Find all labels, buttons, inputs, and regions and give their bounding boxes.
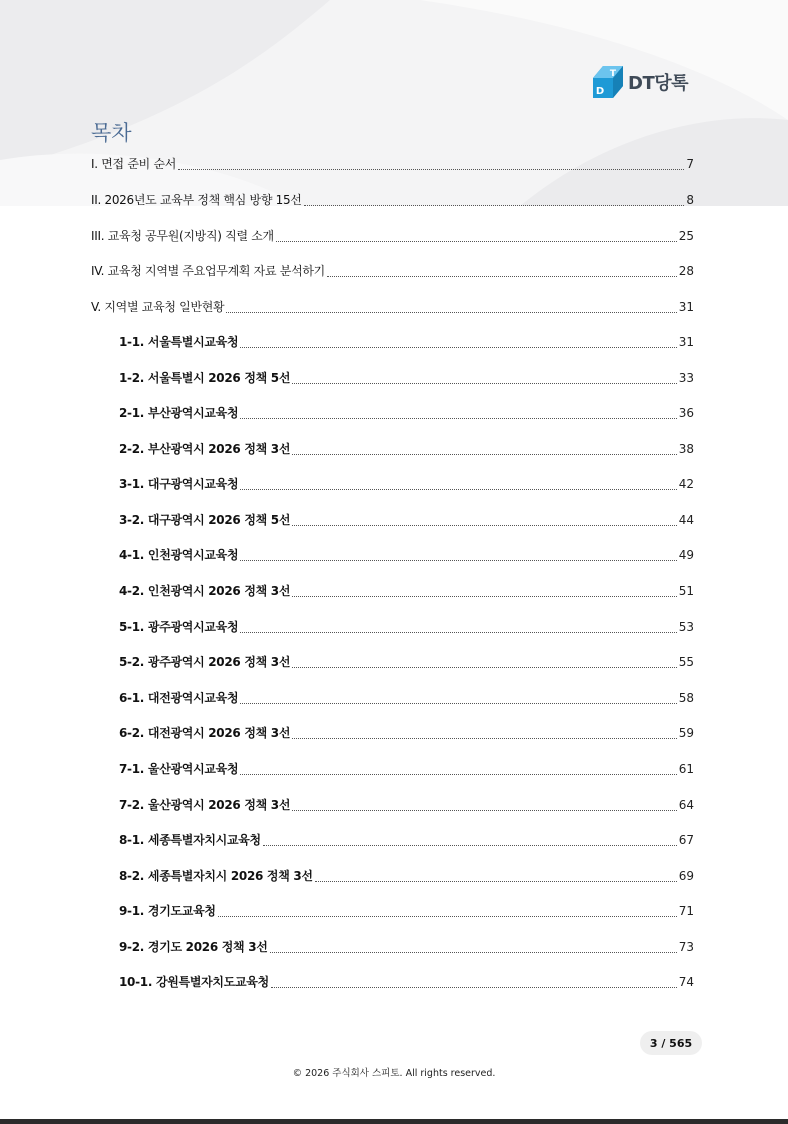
dot-leader: [292, 596, 677, 597]
toc-subentry[interactable]: [119, 475, 694, 493]
toc-subentry[interactable]: [119, 653, 694, 671]
logo-text: DT당톡: [628, 73, 688, 94]
toc-entry-page: 28: [678, 264, 694, 278]
dot-leader: [276, 241, 677, 242]
toc-entry-page: 8: [686, 193, 694, 207]
toc-subentry-label: 4-2. 인천광역시 2026 정책 3선: [119, 584, 291, 598]
logo-letter-d: D: [595, 86, 605, 97]
toc-subentry-page: 64: [678, 798, 694, 812]
toc-entry-label: III. 교육청 공무원(지방직) 직렬 소개: [91, 229, 274, 243]
toc-subentry-label: 9-2. 경기도 2026 정책 3선: [119, 940, 268, 954]
toc-subentry-page: 59: [678, 726, 694, 740]
toc-subentry-label: 4-1. 인천광역시교육청: [119, 548, 239, 562]
toc-subentry-label: 2-2. 부산광역시 2026 정책 3선: [119, 442, 291, 456]
toc-subentry-label: 1-2. 서울특별시 2026 정책 5선: [119, 371, 291, 385]
dot-leader: [240, 560, 676, 561]
toc-subentry-label: 2-1. 부산광역시교육청: [119, 406, 239, 420]
toc-subentry[interactable]: [119, 333, 694, 351]
toc-title: 목차: [91, 121, 132, 145]
page-indicator: 3 / 565: [640, 1031, 702, 1055]
toc-entry[interactable]: [91, 298, 694, 316]
toc-subentry-page: 44: [678, 513, 694, 527]
toc-subentry[interactable]: [119, 440, 694, 458]
toc-subentry-page: 38: [678, 442, 694, 456]
toc-subentry-page: 33: [678, 371, 694, 385]
toc-subentry-label: 6-2. 대전광역시 2026 정책 3선: [119, 726, 291, 740]
toc-subentry[interactable]: [119, 511, 694, 529]
toc-subentry[interactable]: [119, 404, 694, 422]
dot-leader: [178, 169, 684, 170]
toc-entry-label: II. 2026년도 교육부 정책 핵심 방향 15선: [91, 193, 302, 207]
toc-entry-label: V. 지역별 교육청 일반현황: [91, 300, 225, 314]
toc-subentry-label: 9-1. 경기도교육청: [119, 904, 216, 918]
toc-entry[interactable]: [91, 191, 694, 209]
toc-subentry-page: 51: [678, 584, 694, 598]
toc-subentry[interactable]: [119, 689, 694, 707]
toc-entry-page: 31: [678, 300, 694, 314]
dot-leader: [218, 916, 677, 917]
dot-leader: [271, 987, 677, 988]
dot-leader: [327, 276, 677, 277]
toc-subentry-label: 10-1. 강원특별자치도교육청: [119, 975, 269, 989]
toc-subentry-page: 55: [678, 655, 694, 669]
toc-subentry[interactable]: [119, 902, 694, 920]
toc-entry-page: 7: [686, 157, 694, 171]
toc-subentry-page: 31: [678, 335, 694, 349]
toc-subentry-label: 7-2. 울산광역시 2026 정책 3선: [119, 798, 291, 812]
dot-leader: [292, 667, 677, 668]
toc-entry-label: I. 면접 준비 순서: [91, 157, 177, 171]
toc-entry[interactable]: [91, 227, 694, 245]
toc-subentry-page: 53: [678, 620, 694, 634]
copyright-notice: © 2026 주식회사 스피토. All rights reserved.: [292, 1068, 496, 1079]
toc-subentry[interactable]: [119, 582, 694, 600]
dot-leader: [240, 489, 676, 490]
toc-subentry-page: 36: [678, 406, 694, 420]
dot-leader: [226, 312, 676, 313]
toc-subentry[interactable]: [119, 618, 694, 636]
toc-subentry-label: 5-2. 광주광역시 2026 정책 3선: [119, 655, 291, 669]
logo-letter-t: T: [609, 69, 617, 79]
bottom-rule: [0, 1119, 788, 1124]
toc-subentry-page: 69: [678, 869, 694, 883]
dot-leader: [292, 738, 677, 739]
dot-leader: [240, 774, 676, 775]
toc-entry-page: 25: [678, 229, 694, 243]
toc-subentry-page: 67: [678, 833, 694, 847]
toc-subentry-page: 49: [678, 548, 694, 562]
dot-leader: [292, 525, 677, 526]
toc-subentry-label: 3-2. 대구광역시 2026 정책 5선: [119, 513, 291, 527]
toc-subentry-label: 1-1. 서울특별시교육청: [119, 335, 239, 349]
dot-leader: [270, 952, 677, 953]
toc-entry[interactable]: [91, 155, 694, 173]
toc-subentry[interactable]: [119, 938, 694, 956]
toc-subentry-page: 74: [678, 975, 694, 989]
toc-subentry[interactable]: [119, 796, 694, 814]
dot-leader: [292, 454, 677, 455]
dot-leader: [240, 347, 676, 348]
dot-leader: [315, 881, 677, 882]
toc-subentry-page: 73: [678, 940, 694, 954]
dot-leader: [292, 383, 677, 384]
toc-subentry-page: 61: [678, 762, 694, 776]
toc-subentry-label: 5-1. 광주광역시교육청: [119, 620, 239, 634]
dot-leader: [240, 418, 676, 419]
toc-entry-label: IV. 교육청 지역별 주요업무계획 자료 분석하기: [91, 264, 325, 278]
toc-subentry-label: 7-1. 울산광역시교육청: [119, 762, 239, 776]
toc-subentry-label: 6-1. 대전광역시교육청: [119, 691, 239, 705]
dot-leader: [263, 845, 677, 846]
toc-entry[interactable]: [91, 262, 694, 280]
dot-leader: [240, 632, 676, 633]
dot-leader: [304, 205, 685, 206]
toc-subentry[interactable]: [119, 760, 694, 778]
toc-subentry[interactable]: [119, 867, 694, 885]
toc-subentry-page: 71: [678, 904, 694, 918]
toc-subentry-page: 58: [678, 691, 694, 705]
dot-leader: [240, 703, 676, 704]
toc-subentry-label: 8-2. 세종특별자치시 2026 정책 3선: [119, 869, 313, 883]
toc-subentry[interactable]: [119, 973, 694, 991]
toc-subentry[interactable]: [119, 546, 694, 564]
dot-leader: [292, 810, 677, 811]
toc-subentry[interactable]: [119, 831, 694, 849]
toc-subentry-page: 42: [678, 477, 694, 491]
toc-subentry-label: 3-1. 대구광역시교육청: [119, 477, 239, 491]
toc-subentry-label: 8-1. 세종특별자치시교육청: [119, 833, 261, 847]
toc-subentry[interactable]: [119, 724, 694, 742]
toc-subentry[interactable]: [119, 369, 694, 387]
